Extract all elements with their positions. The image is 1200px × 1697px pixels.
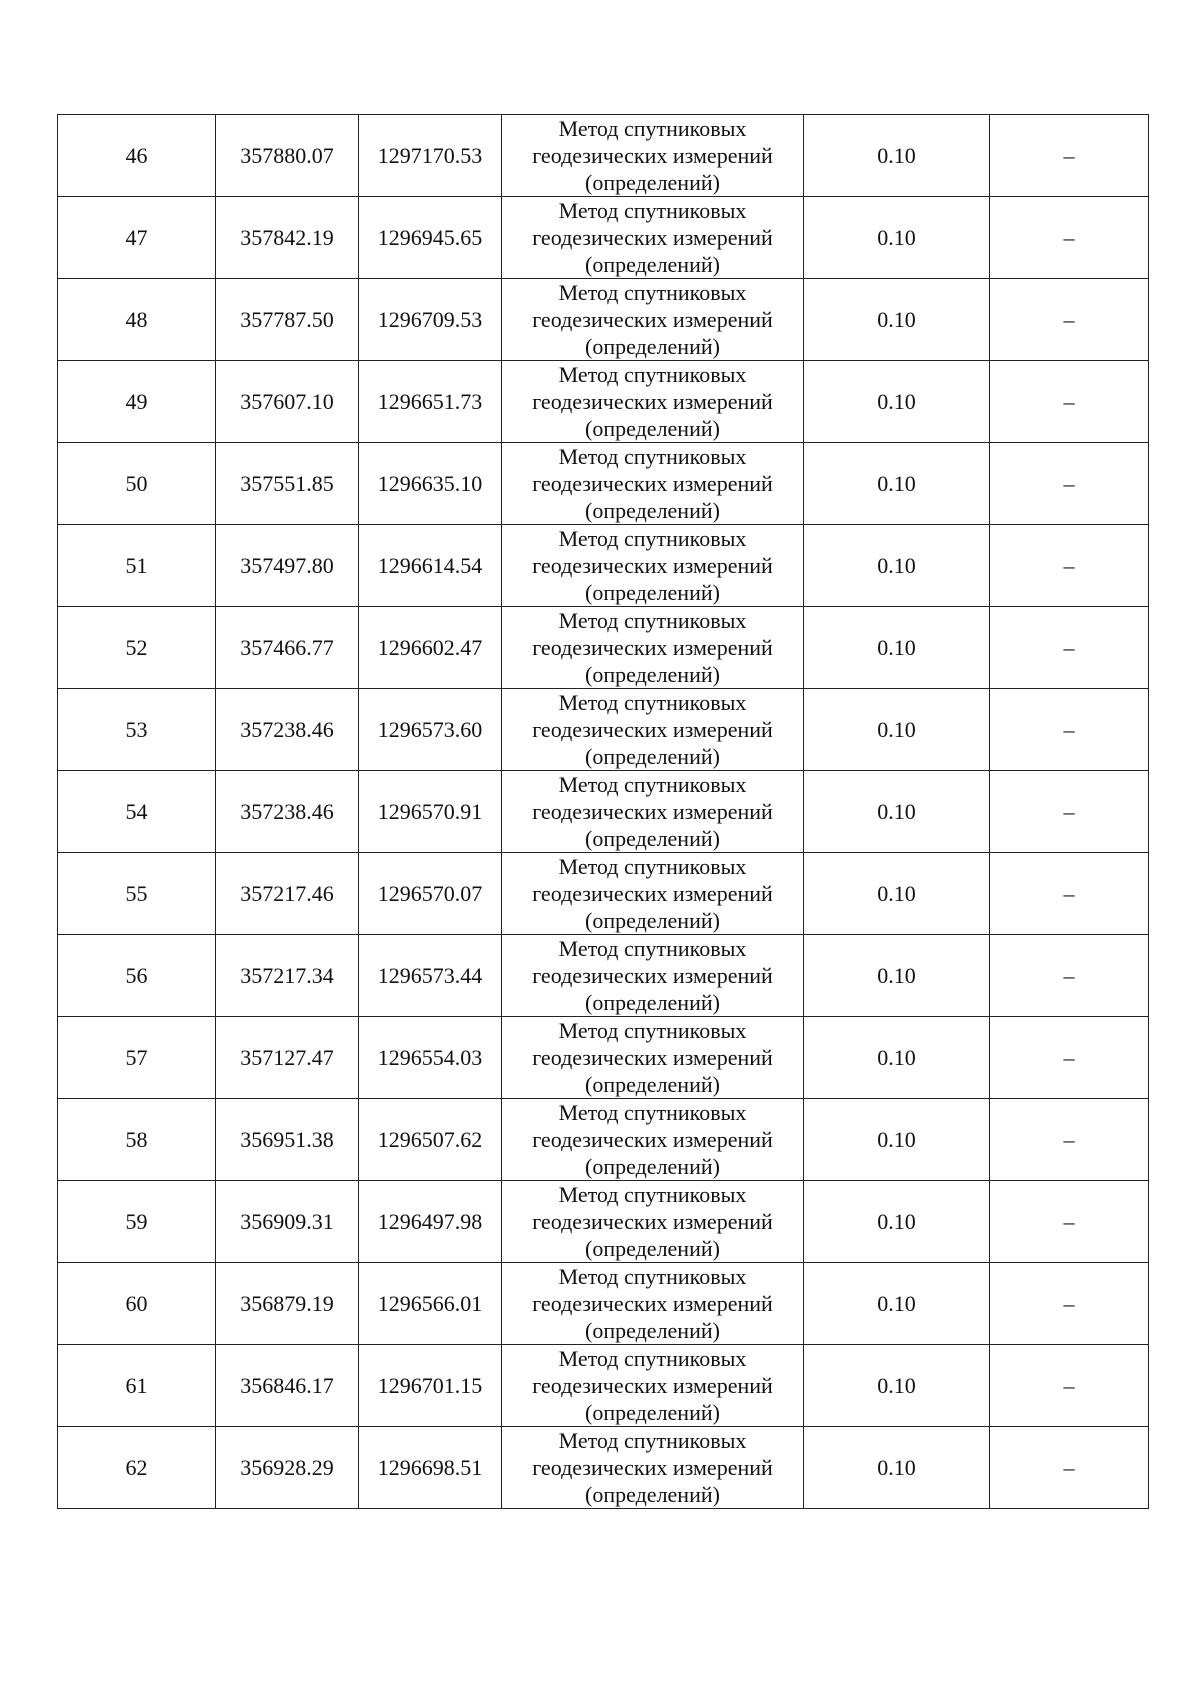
description-cell: –	[990, 443, 1149, 525]
description-cell: –	[990, 361, 1149, 443]
description-cell: –	[990, 1345, 1149, 1427]
x-coordinate-cell: 357607.10	[216, 361, 359, 443]
y-coordinate-cell: 1296945.65	[359, 197, 502, 279]
description-cell: –	[990, 1017, 1149, 1099]
method-cell: Метод спутниковых геодезических измерений (определений)	[502, 279, 804, 361]
y-coordinate-cell: 1296554.03	[359, 1017, 502, 1099]
x-coordinate-cell: 357842.19	[216, 197, 359, 279]
y-coordinate-cell: 1296614.54	[359, 525, 502, 607]
x-coordinate-cell: 357787.50	[216, 279, 359, 361]
description-cell: –	[990, 607, 1149, 689]
x-coordinate-cell: 356951.38	[216, 1099, 359, 1181]
point-number-cell: 47	[58, 197, 216, 279]
accuracy-cell: 0.10	[804, 115, 990, 197]
point-number-cell: 48	[58, 279, 216, 361]
method-cell: Метод спутниковых геодезических измерений (определений)	[502, 689, 804, 771]
x-coordinate-cell: 357497.80	[216, 525, 359, 607]
accuracy-cell: 0.10	[804, 1263, 990, 1345]
coordinates-table-body	[58, 115, 1149, 1509]
table-row	[58, 1263, 1149, 1345]
point-number-cell: 57	[58, 1017, 216, 1099]
accuracy-cell: 0.10	[804, 1099, 990, 1181]
table-row	[58, 1099, 1149, 1181]
point-number-cell: 55	[58, 853, 216, 935]
y-coordinate-cell: 1296566.01	[359, 1263, 502, 1345]
y-coordinate-cell: 1296701.15	[359, 1345, 502, 1427]
point-number-cell: 62	[58, 1427, 216, 1509]
method-cell: Метод спутниковых геодезических измерений (определений)	[502, 1099, 804, 1181]
accuracy-cell: 0.10	[804, 771, 990, 853]
table-row	[58, 853, 1149, 935]
method-cell: Метод спутниковых геодезических измерений (определений)	[502, 361, 804, 443]
point-number-cell: 56	[58, 935, 216, 1017]
method-cell: Метод спутниковых геодезических измерений (определений)	[502, 443, 804, 525]
table-row	[58, 197, 1149, 279]
x-coordinate-cell: 357880.07	[216, 115, 359, 197]
point-number-cell: 58	[58, 1099, 216, 1181]
description-cell: –	[990, 1427, 1149, 1509]
table-row	[58, 1017, 1149, 1099]
method-cell: Метод спутниковых геодезических измерений (определений)	[502, 935, 804, 1017]
method-cell: Метод спутниковых геодезических измерений (определений)	[502, 1017, 804, 1099]
x-coordinate-cell: 356879.19	[216, 1263, 359, 1345]
accuracy-cell: 0.10	[804, 1345, 990, 1427]
x-coordinate-cell: 357238.46	[216, 689, 359, 771]
accuracy-cell: 0.10	[804, 361, 990, 443]
point-number-cell: 61	[58, 1345, 216, 1427]
description-cell: –	[990, 197, 1149, 279]
table-row	[58, 279, 1149, 361]
table-row	[58, 115, 1149, 197]
point-number-cell: 46	[58, 115, 216, 197]
table-row	[58, 1427, 1149, 1509]
accuracy-cell: 0.10	[804, 279, 990, 361]
x-coordinate-cell: 357217.46	[216, 853, 359, 935]
table-row	[58, 1345, 1149, 1427]
accuracy-cell: 0.10	[804, 689, 990, 771]
x-coordinate-cell: 356928.29	[216, 1427, 359, 1509]
x-coordinate-cell: 357127.47	[216, 1017, 359, 1099]
point-number-cell: 49	[58, 361, 216, 443]
method-cell: Метод спутниковых геодезических измерений (определений)	[502, 1427, 804, 1509]
method-cell: Метод спутниковых геодезических измерений (определений)	[502, 115, 804, 197]
accuracy-cell: 0.10	[804, 1017, 990, 1099]
table-row	[58, 689, 1149, 771]
y-coordinate-cell: 1296635.10	[359, 443, 502, 525]
method-cell: Метод спутниковых геодезических измерений (определений)	[502, 1345, 804, 1427]
point-number-cell: 53	[58, 689, 216, 771]
point-number-cell: 52	[58, 607, 216, 689]
table-row	[58, 1181, 1149, 1263]
method-cell: Метод спутниковых геодезических измерений (определений)	[502, 607, 804, 689]
method-cell: Метод спутниковых геодезических измерений (определений)	[502, 525, 804, 607]
y-coordinate-cell: 1296698.51	[359, 1427, 502, 1509]
table-row	[58, 771, 1149, 853]
accuracy-cell: 0.10	[804, 197, 990, 279]
method-cell: Метод спутниковых геодезических измерений (определений)	[502, 197, 804, 279]
table-row	[58, 935, 1149, 1017]
description-cell: –	[990, 771, 1149, 853]
description-cell: –	[990, 279, 1149, 361]
description-cell: –	[990, 525, 1149, 607]
accuracy-cell: 0.10	[804, 1427, 990, 1509]
x-coordinate-cell: 356846.17	[216, 1345, 359, 1427]
x-coordinate-cell: 357466.77	[216, 607, 359, 689]
point-number-cell: 54	[58, 771, 216, 853]
accuracy-cell: 0.10	[804, 853, 990, 935]
method-cell: Метод спутниковых геодезических измерений (определений)	[502, 1263, 804, 1345]
y-coordinate-cell: 1296570.91	[359, 771, 502, 853]
point-number-cell: 60	[58, 1263, 216, 1345]
y-coordinate-cell: 1297170.53	[359, 115, 502, 197]
x-coordinate-cell: 357238.46	[216, 771, 359, 853]
table-row	[58, 607, 1149, 689]
accuracy-cell: 0.10	[804, 607, 990, 689]
y-coordinate-cell: 1296573.60	[359, 689, 502, 771]
point-number-cell: 51	[58, 525, 216, 607]
x-coordinate-cell: 357217.34	[216, 935, 359, 1017]
y-coordinate-cell: 1296570.07	[359, 853, 502, 935]
point-number-cell: 59	[58, 1181, 216, 1263]
y-coordinate-cell: 1296651.73	[359, 361, 502, 443]
method-cell: Метод спутниковых геодезических измерений (определений)	[502, 853, 804, 935]
description-cell: –	[990, 115, 1149, 197]
x-coordinate-cell: 356909.31	[216, 1181, 359, 1263]
description-cell: –	[990, 1181, 1149, 1263]
description-cell: –	[990, 853, 1149, 935]
accuracy-cell: 0.10	[804, 1181, 990, 1263]
x-coordinate-cell: 357551.85	[216, 443, 359, 525]
description-cell: –	[990, 935, 1149, 1017]
accuracy-cell: 0.10	[804, 443, 990, 525]
y-coordinate-cell: 1296573.44	[359, 935, 502, 1017]
y-coordinate-cell: 1296602.47	[359, 607, 502, 689]
method-cell: Метод спутниковых геодезических измерений (определений)	[502, 771, 804, 853]
table-row	[58, 525, 1149, 607]
y-coordinate-cell: 1296709.53	[359, 279, 502, 361]
y-coordinate-cell: 1296497.98	[359, 1181, 502, 1263]
description-cell: –	[990, 1263, 1149, 1345]
coordinates-table	[57, 114, 1149, 1509]
table-row	[58, 443, 1149, 525]
table-row	[58, 361, 1149, 443]
accuracy-cell: 0.10	[804, 525, 990, 607]
y-coordinate-cell: 1296507.62	[359, 1099, 502, 1181]
method-cell: Метод спутниковых геодезических измерений (определений)	[502, 1181, 804, 1263]
point-number-cell: 50	[58, 443, 216, 525]
description-cell: –	[990, 689, 1149, 771]
description-cell: –	[990, 1099, 1149, 1181]
accuracy-cell: 0.10	[804, 935, 990, 1017]
